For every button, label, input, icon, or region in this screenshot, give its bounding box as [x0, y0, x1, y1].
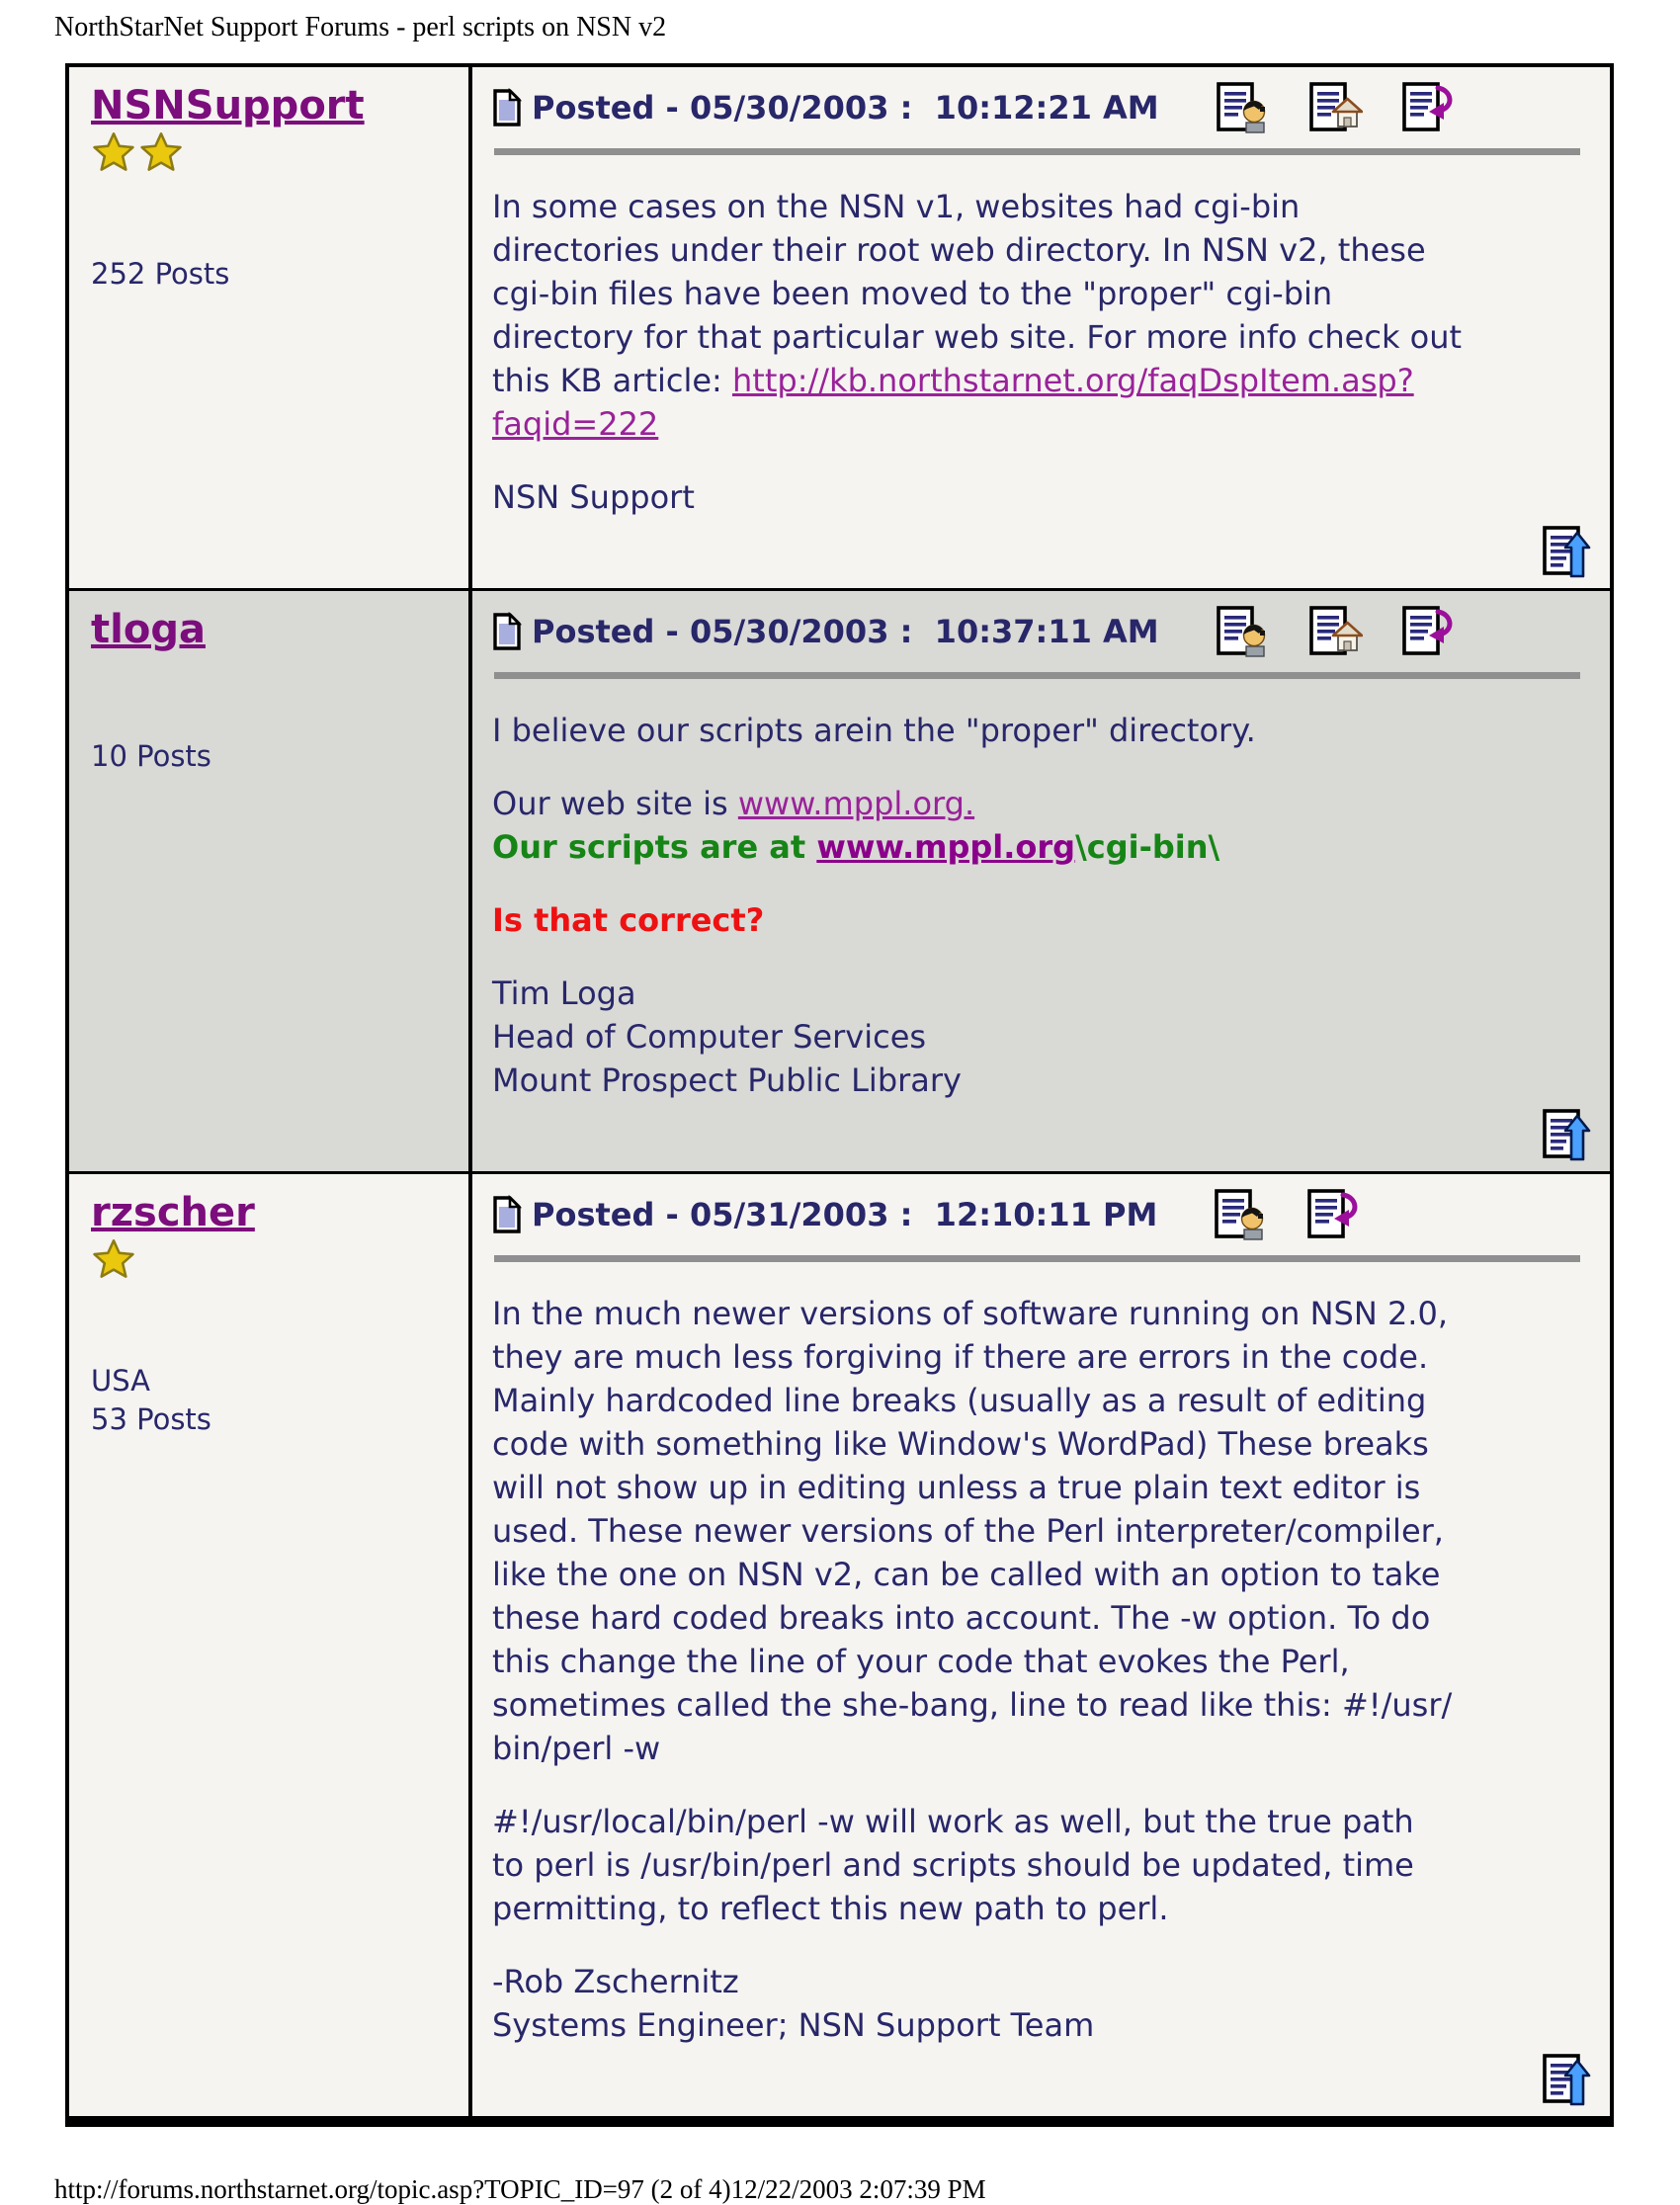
body-line: [492, 1015, 1594, 1059]
body-line: [492, 475, 1594, 519]
post-body: [492, 185, 1594, 519]
go-to-top-button[interactable]: [1543, 2053, 1594, 2108]
spacer: [91, 178, 455, 255]
post-body: [492, 1292, 1594, 2047]
blank-line: [492, 752, 1594, 782]
forum-posts-table: [65, 63, 1614, 2127]
go-to-top-button[interactable]: [1543, 525, 1594, 580]
body-text: #!/usr/local/bin/perl -w will work as well, but the true path: [492, 1803, 1414, 1840]
body-text: this change the line of your code that evokes the Perl,: [492, 1643, 1350, 1680]
homepage-icon[interactable]: [1309, 605, 1363, 658]
post-author-cell: [69, 591, 472, 1171]
body-link[interactable]: www.mppl.org: [816, 828, 1076, 866]
body-text: Our web site is: [492, 785, 738, 822]
body-text: NSN Support: [492, 478, 695, 516]
body-line: [492, 825, 1594, 869]
profile-icon[interactable]: [1215, 1188, 1268, 1241]
post-author-cell: [69, 67, 472, 588]
body-line: [492, 272, 1594, 315]
body-text: -Rob Zschernitz: [492, 1963, 739, 2000]
blank-line: [492, 1770, 1594, 1800]
author-link[interactable]: tloga: [91, 607, 206, 652]
body-text: to perl is /usr/bin/perl and scripts should be updated, time: [492, 1846, 1414, 1884]
body-text-green: \cgi-bin\: [1075, 828, 1220, 866]
posted-note-icon: [492, 1195, 522, 1234]
body-line: [492, 1466, 1594, 1509]
blank-line: [492, 446, 1594, 475]
spacer: [91, 1285, 455, 1362]
body-line: [492, 2003, 1594, 2047]
star-icon: [91, 130, 136, 174]
posted-timestamp: Posted - 05/30/2003 : 10:37:11 AM: [532, 613, 1159, 650]
author-post-count: 10 Posts: [91, 739, 211, 773]
body-text: Mount Prospect Public Library: [492, 1061, 962, 1099]
star-icon: [138, 130, 184, 174]
body-link[interactable]: faqid=222: [492, 405, 659, 443]
posted-note-icon: [492, 612, 522, 651]
body-line: [492, 315, 1594, 359]
body-line: [492, 1422, 1594, 1466]
body-link[interactable]: http://kb.northstarnet.org/faqDspItem.asp?: [732, 362, 1414, 399]
body-line: [492, 1800, 1594, 1843]
star-icon: [91, 1237, 136, 1281]
post-action-icons: [1217, 81, 1495, 134]
body-line: [492, 1509, 1594, 1553]
body-line: [492, 1843, 1594, 1887]
body-line: [492, 709, 1594, 752]
body-line: [492, 1059, 1594, 1102]
author-link[interactable]: NSNSupport: [91, 83, 365, 128]
body-text: permitting, to reflect this new path to perl.: [492, 1890, 1169, 1927]
body-text-green: Our scripts are at: [492, 828, 817, 866]
body-text: will not show up in editing unless a true plain text editor is: [492, 1469, 1421, 1506]
body-text: cgi-bin files have been moved to the "proper" cgi-bin: [492, 275, 1333, 312]
author-link[interactable]: rzscher: [91, 1190, 255, 1235]
header-divider: [494, 148, 1580, 155]
homepage-icon[interactable]: [1309, 81, 1363, 134]
body-text: bin/perl -w: [492, 1730, 661, 1767]
body-line: [492, 1683, 1594, 1727]
body-line: [492, 1292, 1594, 1335]
profile-icon[interactable]: [1217, 605, 1270, 658]
post-content-cell: [472, 591, 1610, 1171]
post-header: [492, 605, 1594, 658]
body-line: [492, 228, 1594, 272]
body-line: [492, 1335, 1594, 1379]
reply-quote-icon[interactable]: [1402, 81, 1456, 134]
author-post-count: 53 Posts: [91, 1402, 211, 1436]
profile-icon[interactable]: [1217, 81, 1270, 134]
author-location: USA: [91, 1364, 151, 1398]
posted-timestamp: Posted - 05/30/2003 : 10:12:21 AM: [532, 89, 1159, 127]
body-text: Systems Engineer; NSN Support Team: [492, 2006, 1095, 2044]
reply-quote-icon[interactable]: [1307, 1188, 1361, 1241]
body-text-red: Is that correct?: [492, 901, 765, 939]
body-line: [492, 1596, 1594, 1640]
body-line: [492, 402, 1594, 446]
post-author-cell: [69, 1174, 472, 2116]
body-text: they are much less forgiving if there are errors in the code.: [492, 1338, 1429, 1376]
body-text: directory for that particular web site. For more info check out: [492, 318, 1463, 356]
body-line: [492, 359, 1594, 402]
body-text: I believe our scripts arein the "proper" directory.: [492, 712, 1256, 749]
post-header: [492, 81, 1594, 134]
body-text: this KB article:: [492, 362, 732, 399]
header-divider: [494, 672, 1580, 679]
posted-note-icon: [492, 88, 522, 127]
forum-post-row: [69, 588, 1610, 1171]
body-line: [492, 1727, 1594, 1770]
blank-line: [492, 869, 1594, 898]
post-action-icons: [1217, 605, 1495, 658]
body-line: [492, 898, 1594, 942]
body-line: [492, 1640, 1594, 1683]
footer-url: http://forums.northstarnet.org/topic.asp?TOPIC_ID=97 (2 of 4)12/22/2003 2:07:39 PM: [54, 2174, 986, 2204]
author-post-count: 252 Posts: [91, 257, 230, 291]
post-action-icons: [1215, 1188, 1400, 1241]
body-text: like the one on NSN v2, can be called with an option to take: [492, 1556, 1441, 1593]
body-text: sometimes called the she-bang, line to read like this: #!/usr/: [492, 1686, 1453, 1724]
reply-quote-icon[interactable]: [1402, 605, 1456, 658]
body-text: these hard coded breaks into account. The -w option. To do: [492, 1599, 1431, 1637]
post-body: [492, 709, 1594, 1102]
spacer: [91, 660, 455, 737]
posted-timestamp: Posted - 05/31/2003 : 12:10:11 PM: [532, 1196, 1158, 1233]
body-text: directories under their root web directory. In NSN v2, these: [492, 231, 1426, 269]
blank-line: [492, 1930, 1594, 1960]
go-to-top-button[interactable]: [1543, 1108, 1594, 1163]
body-line: [492, 972, 1594, 1015]
body-line: [492, 1960, 1594, 2003]
body-text: Tim Loga: [492, 975, 636, 1012]
body-text: In the much newer versions of software running on NSN 2.0,: [492, 1295, 1448, 1332]
forum-post-row: [69, 67, 1610, 588]
page-title: NorthStarNet Support Forums - perl scripts on NSN v2: [54, 12, 667, 42]
star-rating: [91, 130, 455, 178]
body-text: Mainly hardcoded line breaks (usually as a result of editing: [492, 1382, 1427, 1419]
body-text: Head of Computer Services: [492, 1018, 927, 1056]
post-header: [492, 1188, 1594, 1241]
star-rating: [91, 1237, 455, 1285]
header-divider: [494, 1255, 1580, 1262]
post-content-cell: [472, 67, 1610, 588]
blank-line: [492, 942, 1594, 972]
post-content-cell: [472, 1174, 1610, 2116]
body-line: [492, 782, 1594, 825]
body-line: [492, 1379, 1594, 1422]
body-text: used. These newer versions of the Perl interpreter/compiler,: [492, 1512, 1444, 1550]
forum-post-row: [69, 1171, 1610, 2116]
body-link[interactable]: www.mppl.org.: [737, 785, 975, 822]
body-text: In some cases on the NSN v1, websites had cgi-bin: [492, 188, 1301, 225]
body-line: [492, 185, 1594, 228]
body-text: code with something like Window's WordPad) These breaks: [492, 1425, 1429, 1463]
body-line: [492, 1553, 1594, 1596]
body-line: [492, 1887, 1594, 1930]
